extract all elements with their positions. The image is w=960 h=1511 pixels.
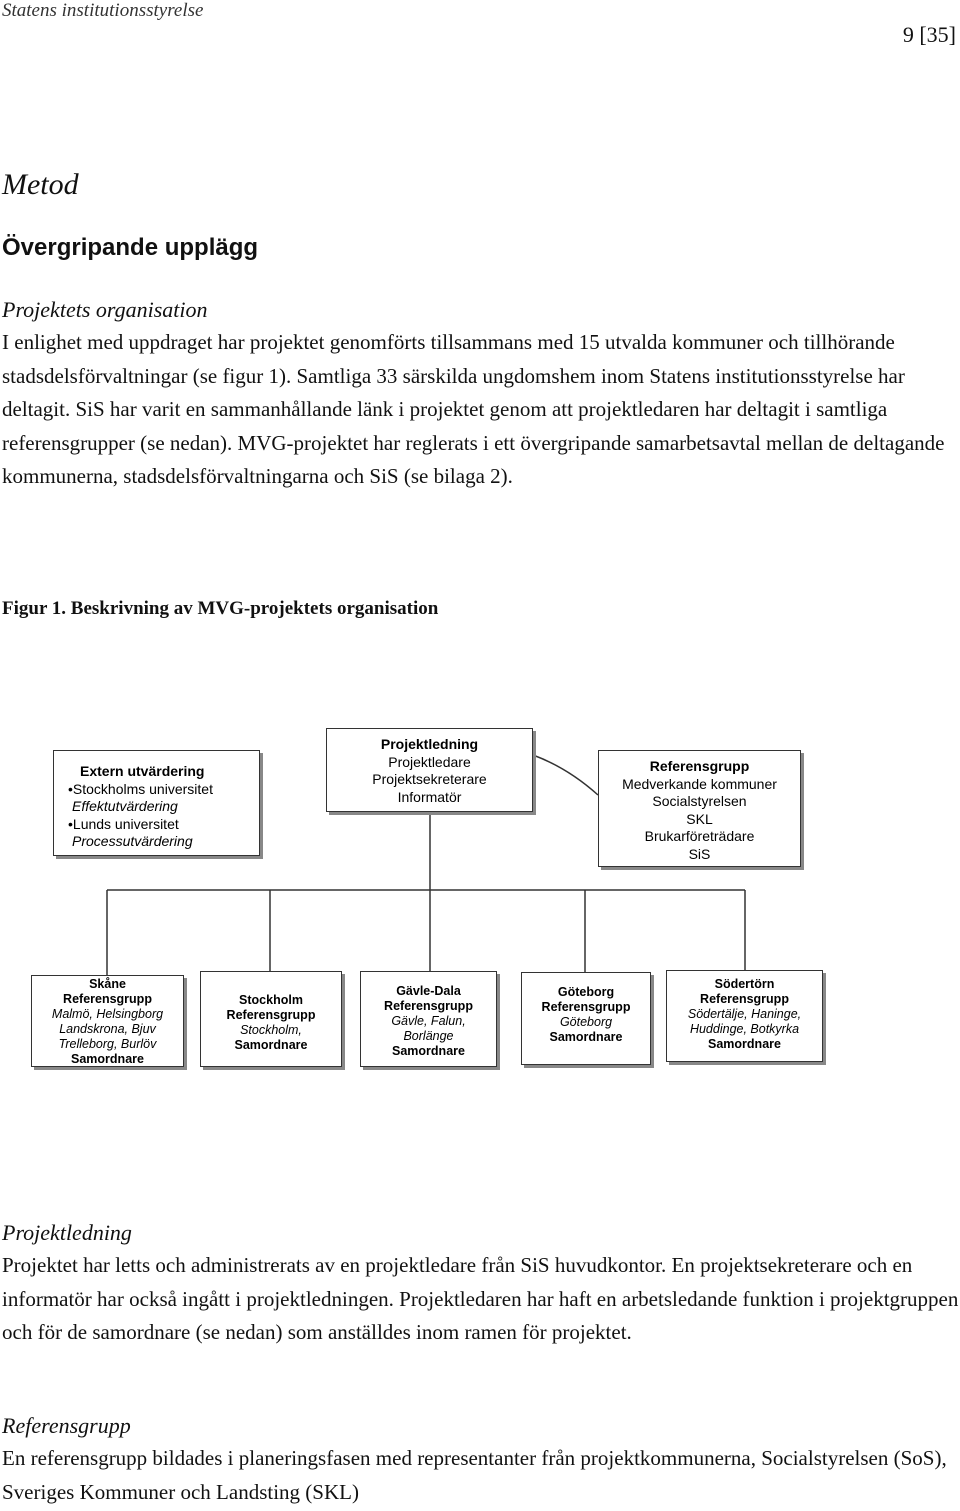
region-box-skane (31, 975, 184, 1067)
region-name: Stockholm (239, 993, 303, 1007)
region-places: Malmö, Helsingborg (51, 1007, 164, 1021)
extern-title: Extern utvärdering (80, 763, 205, 779)
region-role: Samordnare (549, 1030, 623, 1044)
projektledning-line: Projektsekreterare (372, 771, 487, 787)
region-places: Södertälje, Haninge, (687, 1007, 802, 1021)
region-group: Referensgrupp (384, 999, 473, 1013)
section-subtitle: Övergripande upplägg (2, 234, 259, 261)
referensgrupp-line: SiS (688, 845, 711, 862)
region-places: Gävle, Falun, (391, 1014, 466, 1028)
region-name: Södertörn (714, 977, 775, 991)
region-places: Huddinge, Botkyrka (689, 1022, 800, 1036)
region-places: Göteborg (559, 1015, 613, 1029)
region-group: Referensgrupp (63, 992, 152, 1006)
projektledning-box (326, 728, 533, 812)
referensgrupp-heading: Referensgrupp (2, 1413, 131, 1438)
region-box-gavle-dala (360, 971, 497, 1067)
region-places: Borlänge (403, 1029, 454, 1043)
connector-referensgrupp (533, 755, 598, 795)
referensgrupp-line: Brukarföreträdare (644, 828, 755, 844)
projektledning-title: Projektledning (380, 736, 479, 752)
region-name: Skåne (89, 977, 126, 991)
referensgrupp-line: Medverkande kommuner (622, 775, 777, 792)
referensgrupp-title: Referensgrupp (649, 758, 750, 774)
region-box-goteborg (521, 972, 651, 1065)
region-group: Referensgrupp (226, 1008, 316, 1022)
projektledning-body: Projektet har letts och administrerats av en projektledare från SiS huvudkontor. En projektsekreterare och en informatör har också ingått i projektledningen. Projektledaren har haft en arbetsledande funktion i projektgruppen och för de samordnare (se nedan) som anställdes inom ramen för projektet. (2, 1253, 959, 1344)
figure-caption: Figur 1. Beskrivning av MVG-projektets organisation (2, 598, 439, 619)
referensgrupp-line: SKL (686, 810, 713, 827)
region-box-stockholm (200, 971, 342, 1067)
region-role: Samordnare (234, 1038, 308, 1052)
organisation-body: I enlighet med uppdraget har projektet genomförts tillsammans med 15 utvalda kommuner och tillhörande stadsdelsförvaltningar (se figur 1). Samtliga 33 särskilda ungdomshem inom Statens institutionsstyrelse har deltagit. SiS har varit en sammanhållande länk i projektet genom att projektledaren har deltagit i samtliga referensgrupper (se nedan). MVG-projektet har reglerats i ett övergripande samarbetsavtal mellan de deltagande kommunerna, stadsdelsförvaltningarna och SiS (se bilaga 2). (2, 330, 945, 488)
extern-item-2-sub: Processutvärdering (72, 833, 193, 849)
region-places: Stockholm, (240, 1023, 302, 1037)
region-places: Landskrona, Bjuv (59, 1022, 156, 1036)
extern-item-1: •Stockholms universitet (68, 780, 213, 797)
projektledning-line: Projektledare (388, 753, 471, 770)
region-group: Referensgrupp (541, 1000, 631, 1014)
referensgrupp-line: Socialstyrelsen (652, 793, 747, 809)
region-name: Göteborg (557, 985, 615, 999)
organisation-heading: Projektets organisation (2, 297, 208, 322)
projektledning-line: Informatör (397, 788, 462, 805)
region-group: Referensgrupp (700, 992, 789, 1006)
region-places: Trelleborg, Burlöv (58, 1037, 157, 1051)
org-chart (0, 700, 960, 1100)
organisation-section (2, 294, 960, 494)
region-role: Samordnare (71, 1052, 144, 1066)
region-name: Gävle-Dala (396, 984, 461, 998)
projektledning-heading: Projektledning (2, 1220, 132, 1245)
region-box-sodertorn (666, 970, 823, 1062)
region-role: Samordnare (708, 1037, 781, 1051)
referensgrupp-section (2, 1410, 960, 1509)
region-role: Samordnare (392, 1044, 465, 1058)
projektledning-section (2, 1217, 960, 1350)
referensgrupp-body: En referensgrupp bildades i planeringsfasen med representanter från projektkommunerna, Socialstyrelsen (SoS), Sveriges Kommuner och Landsting (SKL) (2, 1446, 947, 1504)
running-header: Statens institutionsstyrelse (2, 0, 204, 21)
referensgrupp-box (598, 750, 801, 867)
section-title: Metod (2, 168, 79, 201)
extern-item-2: •Lunds universitet (68, 815, 179, 832)
page-number: 9 [35] (902, 22, 956, 47)
extern-item-1-sub: Effektutvärdering (72, 798, 178, 814)
extern-utvardering-box (53, 750, 260, 856)
